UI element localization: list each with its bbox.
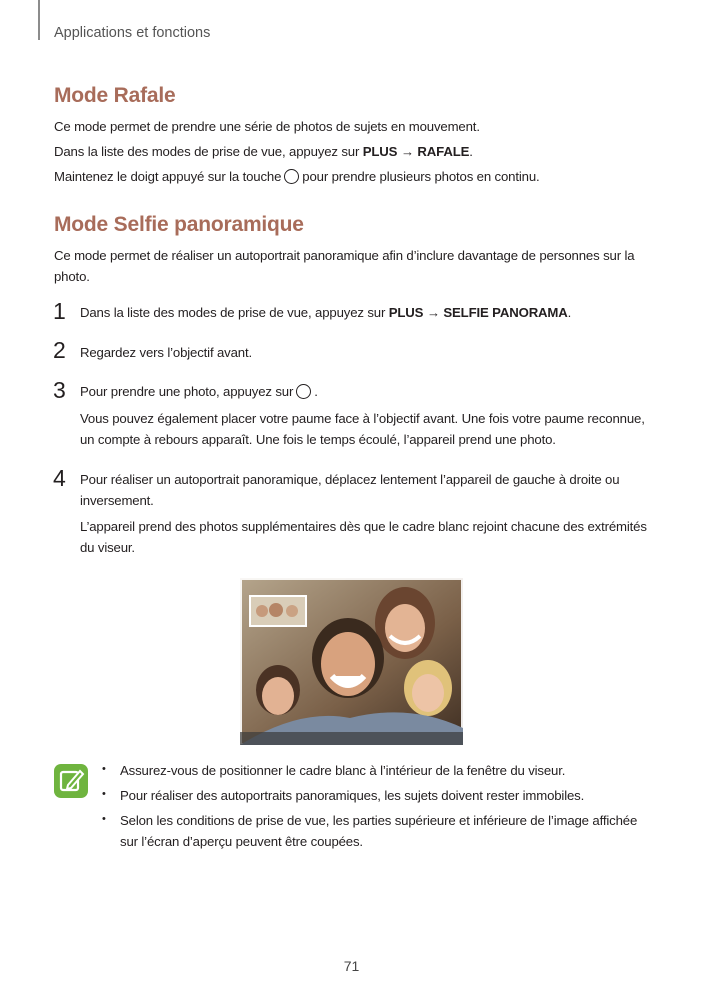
rafale-description: Ce mode permet de prendre une série de photos de sujets en mouvement. <box>54 119 480 134</box>
shutter-button-icon <box>296 384 311 399</box>
step-3-text: Pour prendre une photo, appuyez sur . <box>80 384 318 399</box>
rafale-instruction: Dans la liste des modes de prise de vue, appuyez sur PLUS → RAFALE. <box>54 144 473 159</box>
page-header-title: Applications et fonctions <box>54 25 211 41</box>
rafale-hold-instruction: Maintenez le doigt appuyé sur la touche pour prendre plusieurs photos en continu. <box>54 169 540 184</box>
step-number: 2 <box>53 337 66 363</box>
step-number: 4 <box>53 465 66 491</box>
note-pencil-icon <box>54 764 88 798</box>
section-heading-selfie-panorama: Mode Selfie panoramique <box>54 213 304 236</box>
section-heading-rafale: Mode Rafale <box>54 84 176 107</box>
step-4-detail: L’appareil prend des photos supplémentaires dès que le cadre blanc rejoint chacune des extrémités du viseur. <box>80 519 647 555</box>
note-item: • Selon les conditions de prise de vue, les parties supérieure et inférieure de l’image affichée sur l’écran d’aperçu peuvent être coupées. <box>100 810 640 852</box>
step-number: 3 <box>53 377 66 403</box>
notes-list <box>100 760 640 856</box>
step-3-detail: Vous pouvez également placer votre paume face à l’objectif avant. Une fois votre paume reconnue, un compte à rebours apparaît. Une fois le temps écoulé, l’appareil prend une photo. <box>80 411 645 447</box>
note-item: • Pour réaliser des autoportraits panoramiques, les sujets doivent rester immobiles. <box>100 785 640 806</box>
step-1-text: Dans la liste des modes de prise de vue, appuyez sur PLUS → SELFIE PANORAMA. <box>80 305 572 320</box>
step-2-text: Regardez vers l’objectif avant. <box>80 345 253 360</box>
selfie-panorama-illustration <box>240 578 463 745</box>
step-4-text: Pour réaliser un autoportrait panoramique, déplacez lentement l’appareil de gauche à droite ou inversement. <box>80 472 620 508</box>
selfie-intro: Ce mode permet de réaliser un autoportrait panoramique afin d’inclure davantage de personnes sur la photo. <box>54 248 635 284</box>
step-number: 1 <box>53 298 66 324</box>
shutter-button-icon <box>284 169 299 184</box>
page-number: 71 <box>343 958 360 974</box>
header-rule <box>38 0 40 40</box>
note-item: • Assurez-vous de positionner le cadre blanc à l’intérieur de la fenêtre du viseur. <box>100 760 640 781</box>
